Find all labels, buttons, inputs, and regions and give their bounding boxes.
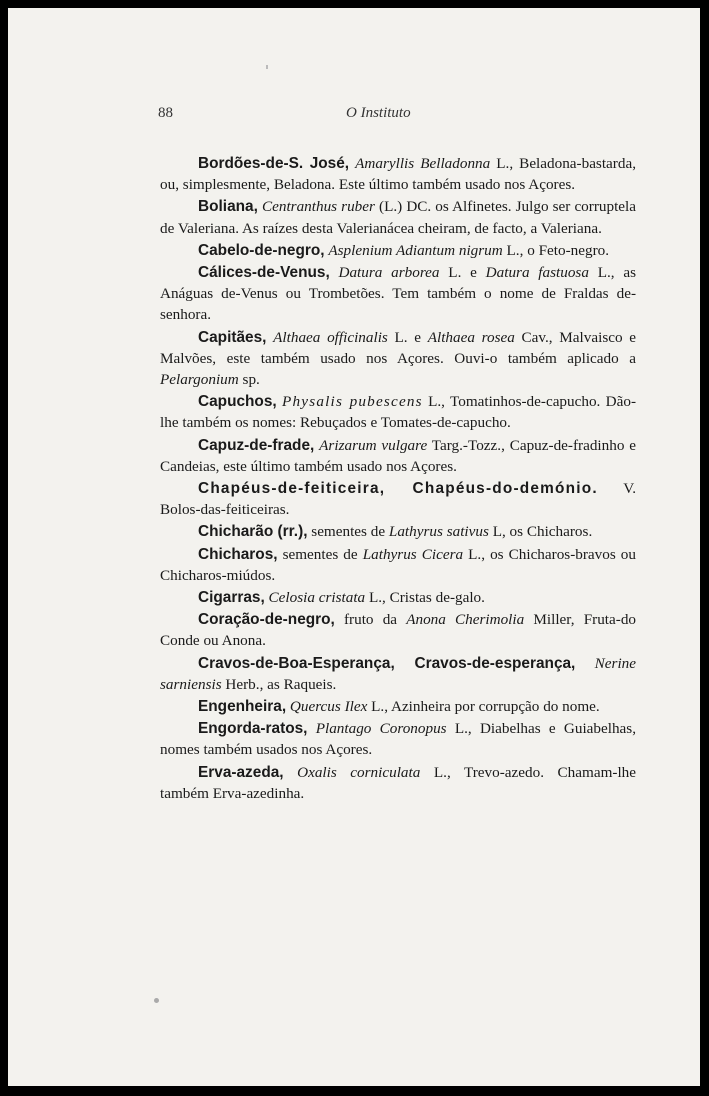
entry: Capuz-de-frade, Arizarum vulgare Targ.-Tozz., Capuz-de-fradinho e Candeias, este último também usado nos Açores. [160,436,636,475]
running-title: O Instituto [346,105,411,121]
headword: Capuchos, [198,393,277,411]
entry: Cabelo-de-negro, Asplenium Adiantum nigrum L., o Feto-negro. [198,241,610,259]
entry: Cálices-de-Venus, Datura arborea L. e Datura fastuosa L., as Anáguas de-Venus ou Trombetões. Tem também o nome de Fraldas de-senhora. [160,264,636,324]
scientific-name: Pelargonium [160,371,239,389]
scientific-name: Amaryllis Belladonna [355,155,491,172]
entry: Bordões-de-S. José, Amaryllis Belladonna L., Beladona-bastarda, ou, simplesmente, Beladona. Este último também usado nos Açores. [160,155,636,194]
entry: Cigarras, Celosia cristata L., Cristas de-galo. [198,589,485,607]
text-body [160,153,636,805]
headword: Cigarras, [198,589,265,607]
headword: Chicharão (rr.), [198,523,308,541]
entry: Erva-azeda, Oxalis corniculata L., Trevo-azedo. Chamam-lhe também Erva-azedinha. [160,763,636,802]
scientific-name: Anona Cherimolia [406,611,525,629]
headword: Capuz-de-frade, [198,436,315,454]
page-header [158,105,488,127]
headword: Engenheira, [198,698,287,716]
scientific-name: Datura fastuosa [485,264,589,282]
entry: Coração-de-negro, fruto da Anona Cherimolia Miller, Fruta-do Conde ou Anona. [160,611,637,650]
entry: Cravos-de-Boa-Esperança, Cravos-de-esperança, Nerine sarniensis Herb., as Raqueis. [160,654,636,693]
headword: Erva-azeda, [198,763,284,781]
page [8,8,700,1086]
paper-speck [266,65,268,69]
scientific-name: Asplenium Adiantum nigrum [328,241,503,259]
headword: Coração-de-negro, [198,611,335,629]
scientific-name: Centranthus ruber [261,198,375,216]
scientific-name: Lathyrus Cicera [362,545,464,563]
scientific-name: Quercus Ilex [289,698,368,716]
scientific-name: Althaea officinalis [273,328,388,346]
scientific-name: Arizarum vulgare [319,436,428,454]
entry: Capitães, Althaea officinalis L. e Althaea rosea Cav., Malvaisco e Malvões, este também usado nos Açores. Ouvi-o também aplicado a Pelargonium sp. [160,328,636,389]
scientific-name: Plantago Coronopus [315,720,447,738]
scientific-name: Nerine sarniensis [160,654,636,693]
scientific-name: Celosia cristata [268,589,366,607]
entry: Chicharos, sementes de Lathyrus Cicera L., os Chicharos-bravos ou Chicharos-miúdos. [160,545,636,584]
paper-speck [154,998,159,1003]
entry: Chicharão (rr.), sementes de Lathyrus sativus L, os Chicharos. [198,523,593,541]
headword: Chapéus-de-feiticeira, Chapéus-do-demónio. [198,480,598,498]
scientific-name: Althaea rosea [427,328,515,346]
scientific-name: Physalis pubescens [282,393,423,411]
headword: Cravos-de-Boa-Esperança, Cravos-de-esperança, [198,654,576,672]
entry: Engenheira, Quercus Ilex L., Azinheira por corrupção do nome. [198,698,600,716]
entry: Boliana, Centranthus ruber (L.) DC. os Alfinetes. Julgo ser corruptela de Valeriana. As raízes desta Valerianácea cheiram, de facto, a Valeriana. [160,198,637,237]
scientific-name: Lathyrus sativus [388,523,489,541]
scientific-name: Datura arborea [338,264,440,282]
scientific-name: Oxalis corniculata [297,763,421,781]
headword: Chicharos, [198,545,278,563]
entry: Chapéus-de-feiticeira, Chapéus-do-demónio. V. Bolos-das-feiticeiras. [160,480,636,519]
headword: Cabelo-de-negro, [198,241,325,259]
headword: Capitães, [198,328,267,346]
entry: Capuchos, Physalis pubescens L., Tomatinhos-de-capucho. Dão-lhe também os nomes: Rebuçados e Tomates-de-capucho. [160,393,637,432]
headword: Cálices-de-Venus, [198,264,330,282]
entry: Engorda-ratos, Plantago Coronopus L., Diabelhas e Guiabelhas, nomes também usados nos Açores. [160,720,636,759]
headword: Engorda-ratos, [198,720,308,738]
page-number: 88 [158,105,173,121]
headword: Bordões-de-S. José, [198,155,350,172]
headword: Boliana, [198,198,258,216]
